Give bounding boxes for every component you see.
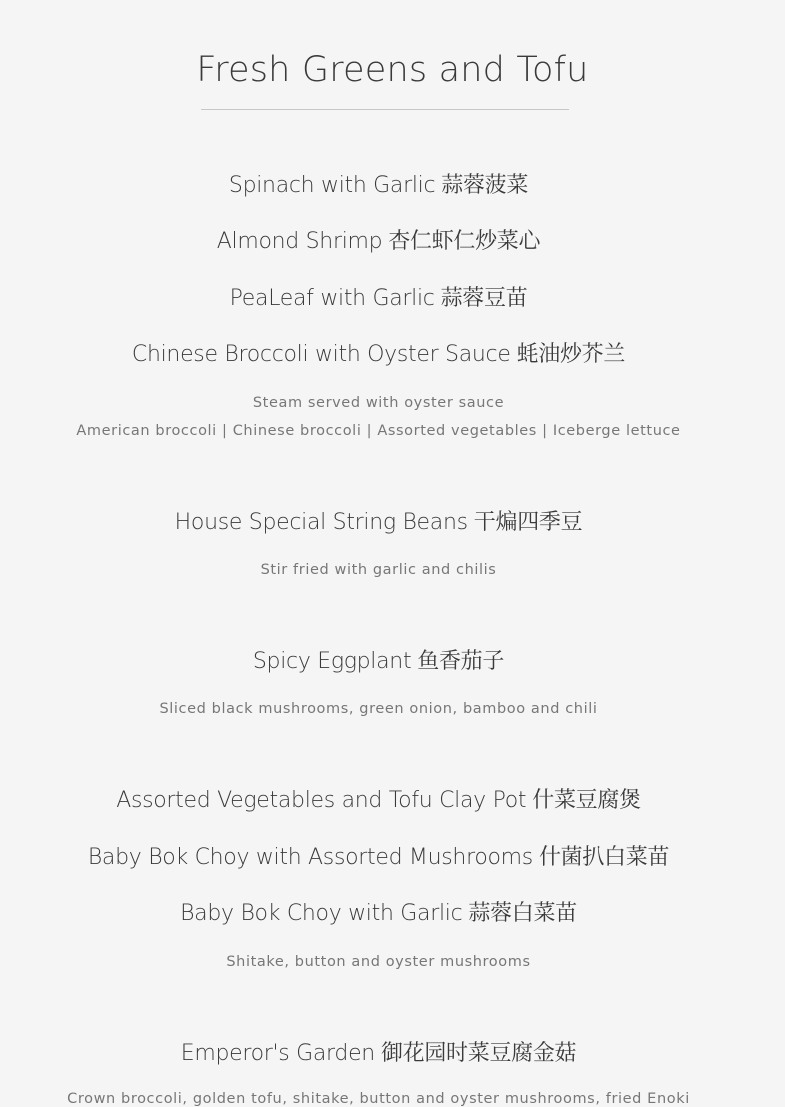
dish-name: PeaLeaf with Garlic — [229, 286, 435, 311]
dish-chinese-name: 什菜豆腐煲 — [532, 788, 641, 813]
dish-name: Spicy Eggplant — [252, 649, 412, 674]
dish-chinese-name: 杏仁虾仁炒菜心 — [388, 229, 541, 254]
dish-description: Stir fried with garlic and chilis — [260, 562, 497, 578]
dish-chinese-name: 什菌扒白菜苗 — [538, 845, 670, 870]
dish-pealeaf-garlic — [0, 281, 757, 312]
dish-bok-choy-garlic — [0, 896, 757, 927]
dish-description: Steam served with oyster sauce — [252, 395, 505, 411]
dish-chinese-name: 蚝油炒芥兰 — [516, 342, 626, 367]
dish-emperors-garden — [0, 1036, 757, 1067]
dish-chinese-broccoli — [0, 337, 757, 368]
dish-name: Chinese Broccoli with Oyster Sauce — [131, 342, 511, 367]
dish-chinese-name: 蒜蓉菠菜 — [441, 173, 529, 198]
dish-chinese-name: 鱼香茄子 — [417, 649, 505, 674]
dish-spicy-eggplant — [0, 644, 757, 675]
page-title: Fresh Greens and Tofu — [196, 50, 589, 90]
dish-string-beans — [0, 505, 757, 536]
dish-vegetable-tofu-clay-pot — [0, 783, 757, 814]
dish-name: Baby Bok Choy with Garlic — [180, 901, 463, 926]
dish-chinese-name: 御花园时菜豆腐金菇 — [380, 1041, 577, 1066]
dish-chinese-name: 干煸四季豆 — [473, 510, 583, 535]
dish-almond-shrimp — [0, 224, 757, 255]
dish-chinese-name: 蒜蓉白菜苗 — [468, 901, 577, 926]
dish-spinach-garlic — [0, 168, 757, 199]
dish-description: American broccoli | Chinese broccoli | Assorted vegetables | Iceberge lettuce — [76, 423, 681, 439]
dish-name: House Special String Beans — [174, 510, 468, 535]
dish-name: Assorted Vegetables and Tofu Clay Pot — [116, 788, 527, 813]
dish-description: Sliced black mushrooms, green onion, bamboo and chili — [159, 701, 598, 717]
dish-name: Emperor's Garden — [180, 1041, 375, 1066]
dish-chinese-name: 蒜蓉豆苗 — [440, 286, 528, 311]
dish-description: Crown broccoli, golden tofu, shitake, button and oyster mushrooms, fried Enoki — [67, 1091, 690, 1107]
dish-name: Almond Shrimp — [216, 229, 383, 254]
dish-name: Spinach with Garlic — [228, 173, 436, 198]
dish-bok-choy-mushrooms — [0, 840, 757, 871]
dish-name: Baby Bok Choy with Assorted Mushrooms — [87, 845, 533, 870]
title-divider — [201, 109, 569, 110]
dish-description: Shitake, button and oyster mushrooms — [226, 954, 531, 970]
